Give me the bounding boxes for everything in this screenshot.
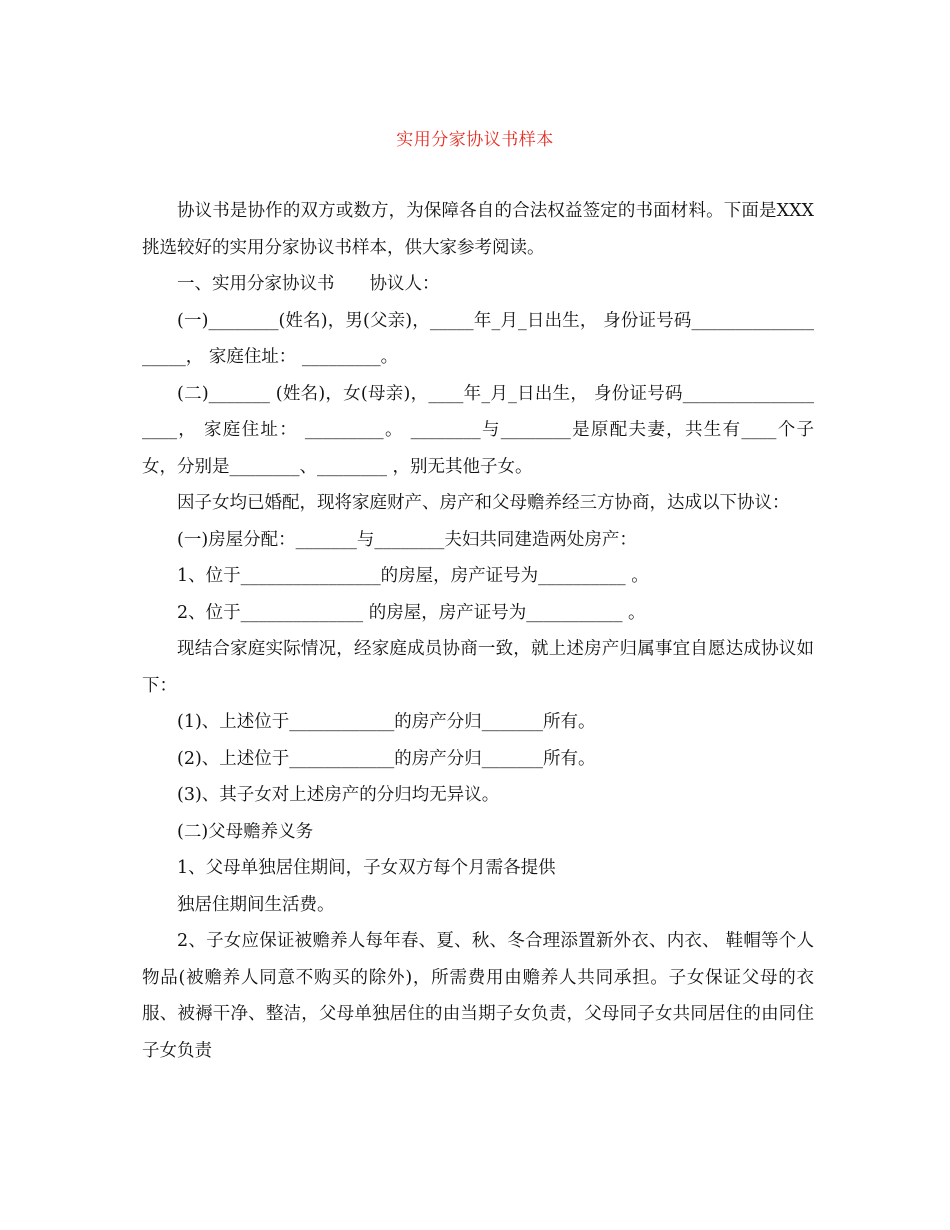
paragraph: 因子女均已婚配，现将家庭财产、房产和父母赡养经三方协商，达成以下协议： bbox=[177, 493, 790, 513]
paragraph: 2、位于______________ 的房屋，房产证号为___________ 。 bbox=[177, 602, 646, 623]
paragraph: (1)、上述位于____________的房产分归_______所有。 bbox=[177, 712, 596, 732]
paragraph: (2)、上述位于____________的房产分归_______所有。 bbox=[177, 748, 596, 769]
paragraph: 1、父母单独居住期间，子女双方每个月需各提供 bbox=[177, 858, 556, 878]
paragraph: 1、位于________________的房屋，房产证号为__________ 。 bbox=[177, 566, 649, 586]
paragraph: (3)、其子女对上述房产的分归均无异议。 bbox=[177, 785, 500, 805]
document-title: 实用分家协议书样本 bbox=[396, 130, 554, 150]
document-body bbox=[142, 193, 814, 1069]
paragraph: 独居住期间生活费。 bbox=[177, 894, 335, 915]
paragraph: (二)父母赡养义务 bbox=[177, 821, 314, 842]
paragraph: (二)_______ (姓名)，女(母亲)，____年_月_日出生， 身份证号码___________________， 家庭住址： _________。 ________与________是原配夫妻，共生有____个子女，分别是________、________ ，别无其他子女。 bbox=[142, 383, 814, 477]
paragraph: (一)________(姓名)，男(父亲)，_____年_月_日出生， 身份证号码___________________， 家庭住址： _________。 bbox=[142, 310, 814, 367]
paragraph: (一)房屋分配：_______与________夫妇共同建造两处房产： bbox=[177, 529, 637, 550]
paragraph: 现结合家庭实际情况，经家庭成员协商一致，就上述房产归属事宜自愿达成协议如下： bbox=[142, 639, 814, 696]
paragraph: 协议书是协作的双方或数方，为保障各自的合法权益签定的书面材料。下面是XXX挑选较好的实用分家协议书样本，供大家参考阅读。 bbox=[142, 201, 814, 258]
paragraph: 2、子女应保证被赡养人每年春、夏、秋、冬合理添置新外衣、内衣、 鞋帽等个人物品(被赡养人同意不购买的除外)，所需费用由赡养人共同承担。子女保证父母的衣服、被褥干净、整洁，父母单独居住的由当期子女负责，父母同子女共同居住的由同住子女负责 bbox=[142, 931, 814, 1061]
paragraph: 一、实用分家协议书 协议人： bbox=[177, 274, 440, 294]
